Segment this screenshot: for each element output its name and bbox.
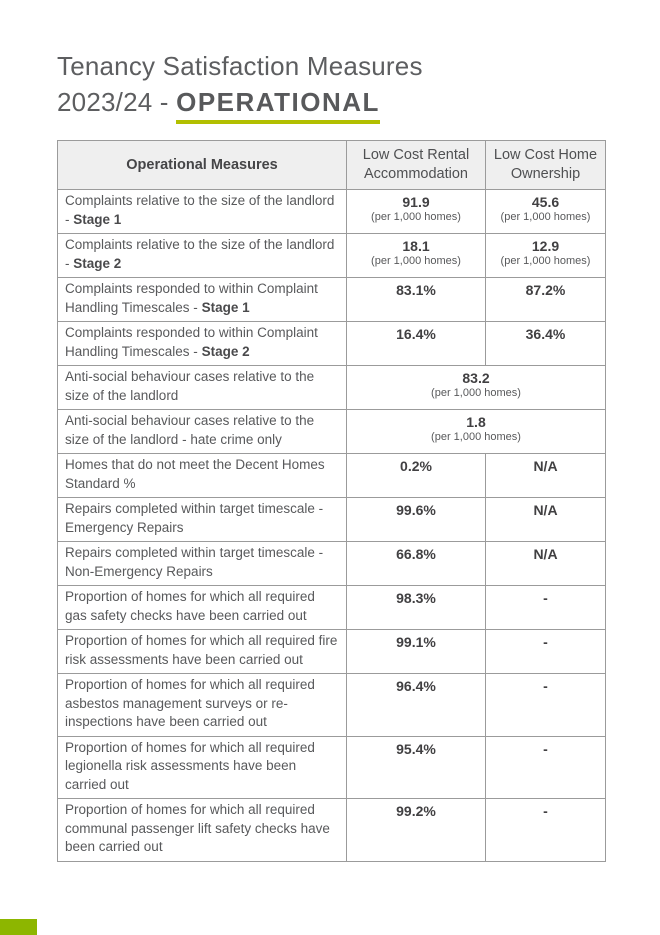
measure-label-cell [58, 410, 347, 454]
measure-value-cell [347, 190, 486, 234]
measure-value-cell [347, 278, 486, 322]
measure-value-cell [347, 322, 486, 366]
measure-value-cell [347, 630, 486, 674]
measure-value: 95.4% [396, 740, 436, 757]
measure-value-unit: (per 1,000 homes) [500, 255, 591, 267]
measure-value: 96.4% [396, 678, 436, 694]
table-row [58, 674, 606, 737]
measure-label-text: Proportion of homes for which all required communal passenger lift safety checks have been carried out [65, 802, 330, 854]
measure-value-cell [486, 799, 606, 862]
table-row [58, 234, 606, 278]
measure-label-text: Proportion of homes for which all required gas safety checks have been carried out [65, 589, 315, 623]
measure-label-cell [58, 454, 347, 498]
measure-value: - [543, 740, 548, 757]
measure-label-text: Complaints responded to within Complaint Handling Timescales - [65, 325, 318, 359]
measure-value-cell [486, 586, 606, 630]
measures-table-body [58, 190, 606, 862]
measure-label-cell [58, 278, 347, 322]
measure-value-cell [486, 190, 606, 234]
measure-label-cell [58, 630, 347, 674]
table-row [58, 322, 606, 366]
measure-value-cell [486, 542, 606, 586]
measure-value: - [543, 634, 548, 650]
page-footer-green-mark [0, 919, 37, 935]
table-row [58, 799, 606, 862]
measure-value: 83.1% [396, 282, 436, 298]
measure-value-cell [347, 234, 486, 278]
measure-value: - [543, 590, 548, 606]
measure-value-cell [347, 799, 486, 862]
measure-value: 83.2 [462, 370, 490, 386]
measure-value: 98.3% [396, 590, 436, 606]
measure-value: 87.2% [525, 282, 566, 298]
measure-value-cell [486, 454, 606, 498]
measure-value-cell [347, 586, 486, 630]
measure-label-emphasis: Stage 1 [73, 211, 122, 227]
table-row [58, 736, 606, 799]
measure-value: 1.8 [466, 414, 486, 430]
measure-label-text: Complaints responded to within Complaint Handling Timescales - [65, 281, 318, 315]
measure-label-text: Complaints relative to the size of the landlord - [65, 237, 335, 271]
measure-value: 99.1% [396, 634, 436, 650]
measure-label-cell [58, 234, 347, 278]
table-header-row [58, 141, 606, 190]
title-operational-underlined: OPERATIONAL [176, 87, 380, 124]
column-header-low-cost-home-ownership: Low Cost Home Ownership [486, 141, 606, 190]
measure-value-unit: (per 1,000 homes) [371, 255, 461, 267]
measure-label-cell [58, 542, 347, 586]
measure-value-unit: (per 1,000 homes) [431, 431, 521, 443]
measure-label-cell [58, 674, 347, 737]
measure-label-emphasis: Stage 2 [201, 343, 250, 359]
measure-value-cell [486, 278, 606, 322]
measure-value-cell [347, 498, 486, 542]
measure-value: - [543, 803, 548, 819]
measure-value-cell [347, 366, 606, 410]
measure-value: 36.4% [525, 326, 566, 342]
measure-value-cell [486, 498, 606, 542]
measure-value-unit: (per 1,000 homes) [500, 211, 591, 223]
measure-label-emphasis: Stage 1 [201, 299, 250, 315]
measure-label-text: Anti-social behaviour cases relative to the size of the landlord - hate crime only [65, 413, 315, 447]
measure-value: N/A [533, 546, 558, 562]
title-line-2 [57, 84, 423, 124]
measure-label-emphasis: Stage 2 [73, 255, 122, 271]
measure-value-cell [486, 322, 606, 366]
measure-label-cell [58, 799, 347, 862]
measure-label-cell [58, 736, 347, 799]
measure-label-text: Homes that do not meet the Decent Homes Standard % [65, 457, 325, 491]
measure-value: N/A [533, 458, 558, 474]
measure-value: 16.4% [396, 326, 436, 342]
table-row [58, 586, 606, 630]
measure-value-cell [486, 630, 606, 674]
measure-label-text: Proportion of homes for which all required asbestos management surveys or re-inspections have been carried out [65, 677, 315, 729]
measure-label-text: Proportion of homes for which all required legionella risk assessments have been carried out [65, 739, 315, 792]
table-row [58, 366, 606, 410]
table-row [58, 630, 606, 674]
measure-label-text: Anti-social behaviour cases relative to the size of the landlord [65, 369, 315, 403]
measure-value-cell [347, 454, 486, 498]
measure-value: 45.6 [531, 194, 560, 210]
table-row [58, 410, 606, 454]
measure-value: 99.6% [396, 502, 436, 518]
table-row [58, 498, 606, 542]
column-header-low-cost-rental: Low Cost Rental Accommodation [347, 141, 486, 190]
title-year: 2023/24 - [57, 87, 177, 117]
measure-value: 91.9 [402, 194, 430, 210]
measure-value: 0.2% [400, 458, 432, 474]
measure-label-text: Proportion of homes for which all required fire risk assessments have been carried out [65, 633, 338, 667]
column-header-operational-measures: Operational Measures [58, 141, 347, 190]
table-row [58, 278, 606, 322]
operational-measures-table [57, 140, 606, 862]
title-line-1: Tenancy Satisfaction Measures [57, 51, 423, 81]
measure-value-unit: (per 1,000 homes) [371, 211, 461, 223]
measure-value-cell [486, 234, 606, 278]
measure-value-cell [486, 674, 606, 737]
table-row [58, 542, 606, 586]
measure-value: 99.2% [396, 803, 436, 819]
table-row [58, 454, 606, 498]
page-title [57, 48, 423, 124]
measure-label-text: Repairs completed within target timescale - Non-Emergency Repairs [65, 545, 324, 579]
table-row [58, 190, 606, 234]
measure-label-cell [58, 322, 347, 366]
measure-label-text: Repairs completed within target timescale - Emergency Repairs [65, 501, 324, 535]
measure-value: 18.1 [402, 238, 430, 254]
measure-value-unit: (per 1,000 homes) [431, 387, 521, 399]
measure-label-cell [58, 586, 347, 630]
measure-value-cell [347, 542, 486, 586]
measure-value-cell [347, 736, 486, 799]
measure-label-text: Complaints relative to the size of the landlord - [65, 193, 335, 227]
measure-value: - [543, 678, 548, 694]
measure-value: 66.8% [396, 546, 436, 562]
measure-label-cell [58, 190, 347, 234]
measure-label-cell [58, 366, 347, 410]
measure-value-cell [347, 410, 606, 454]
measure-label-cell [58, 498, 347, 542]
measure-value-cell [486, 736, 606, 799]
measure-value-cell [347, 674, 486, 737]
measure-value: 12.9 [531, 238, 560, 254]
measure-value: N/A [533, 502, 558, 518]
